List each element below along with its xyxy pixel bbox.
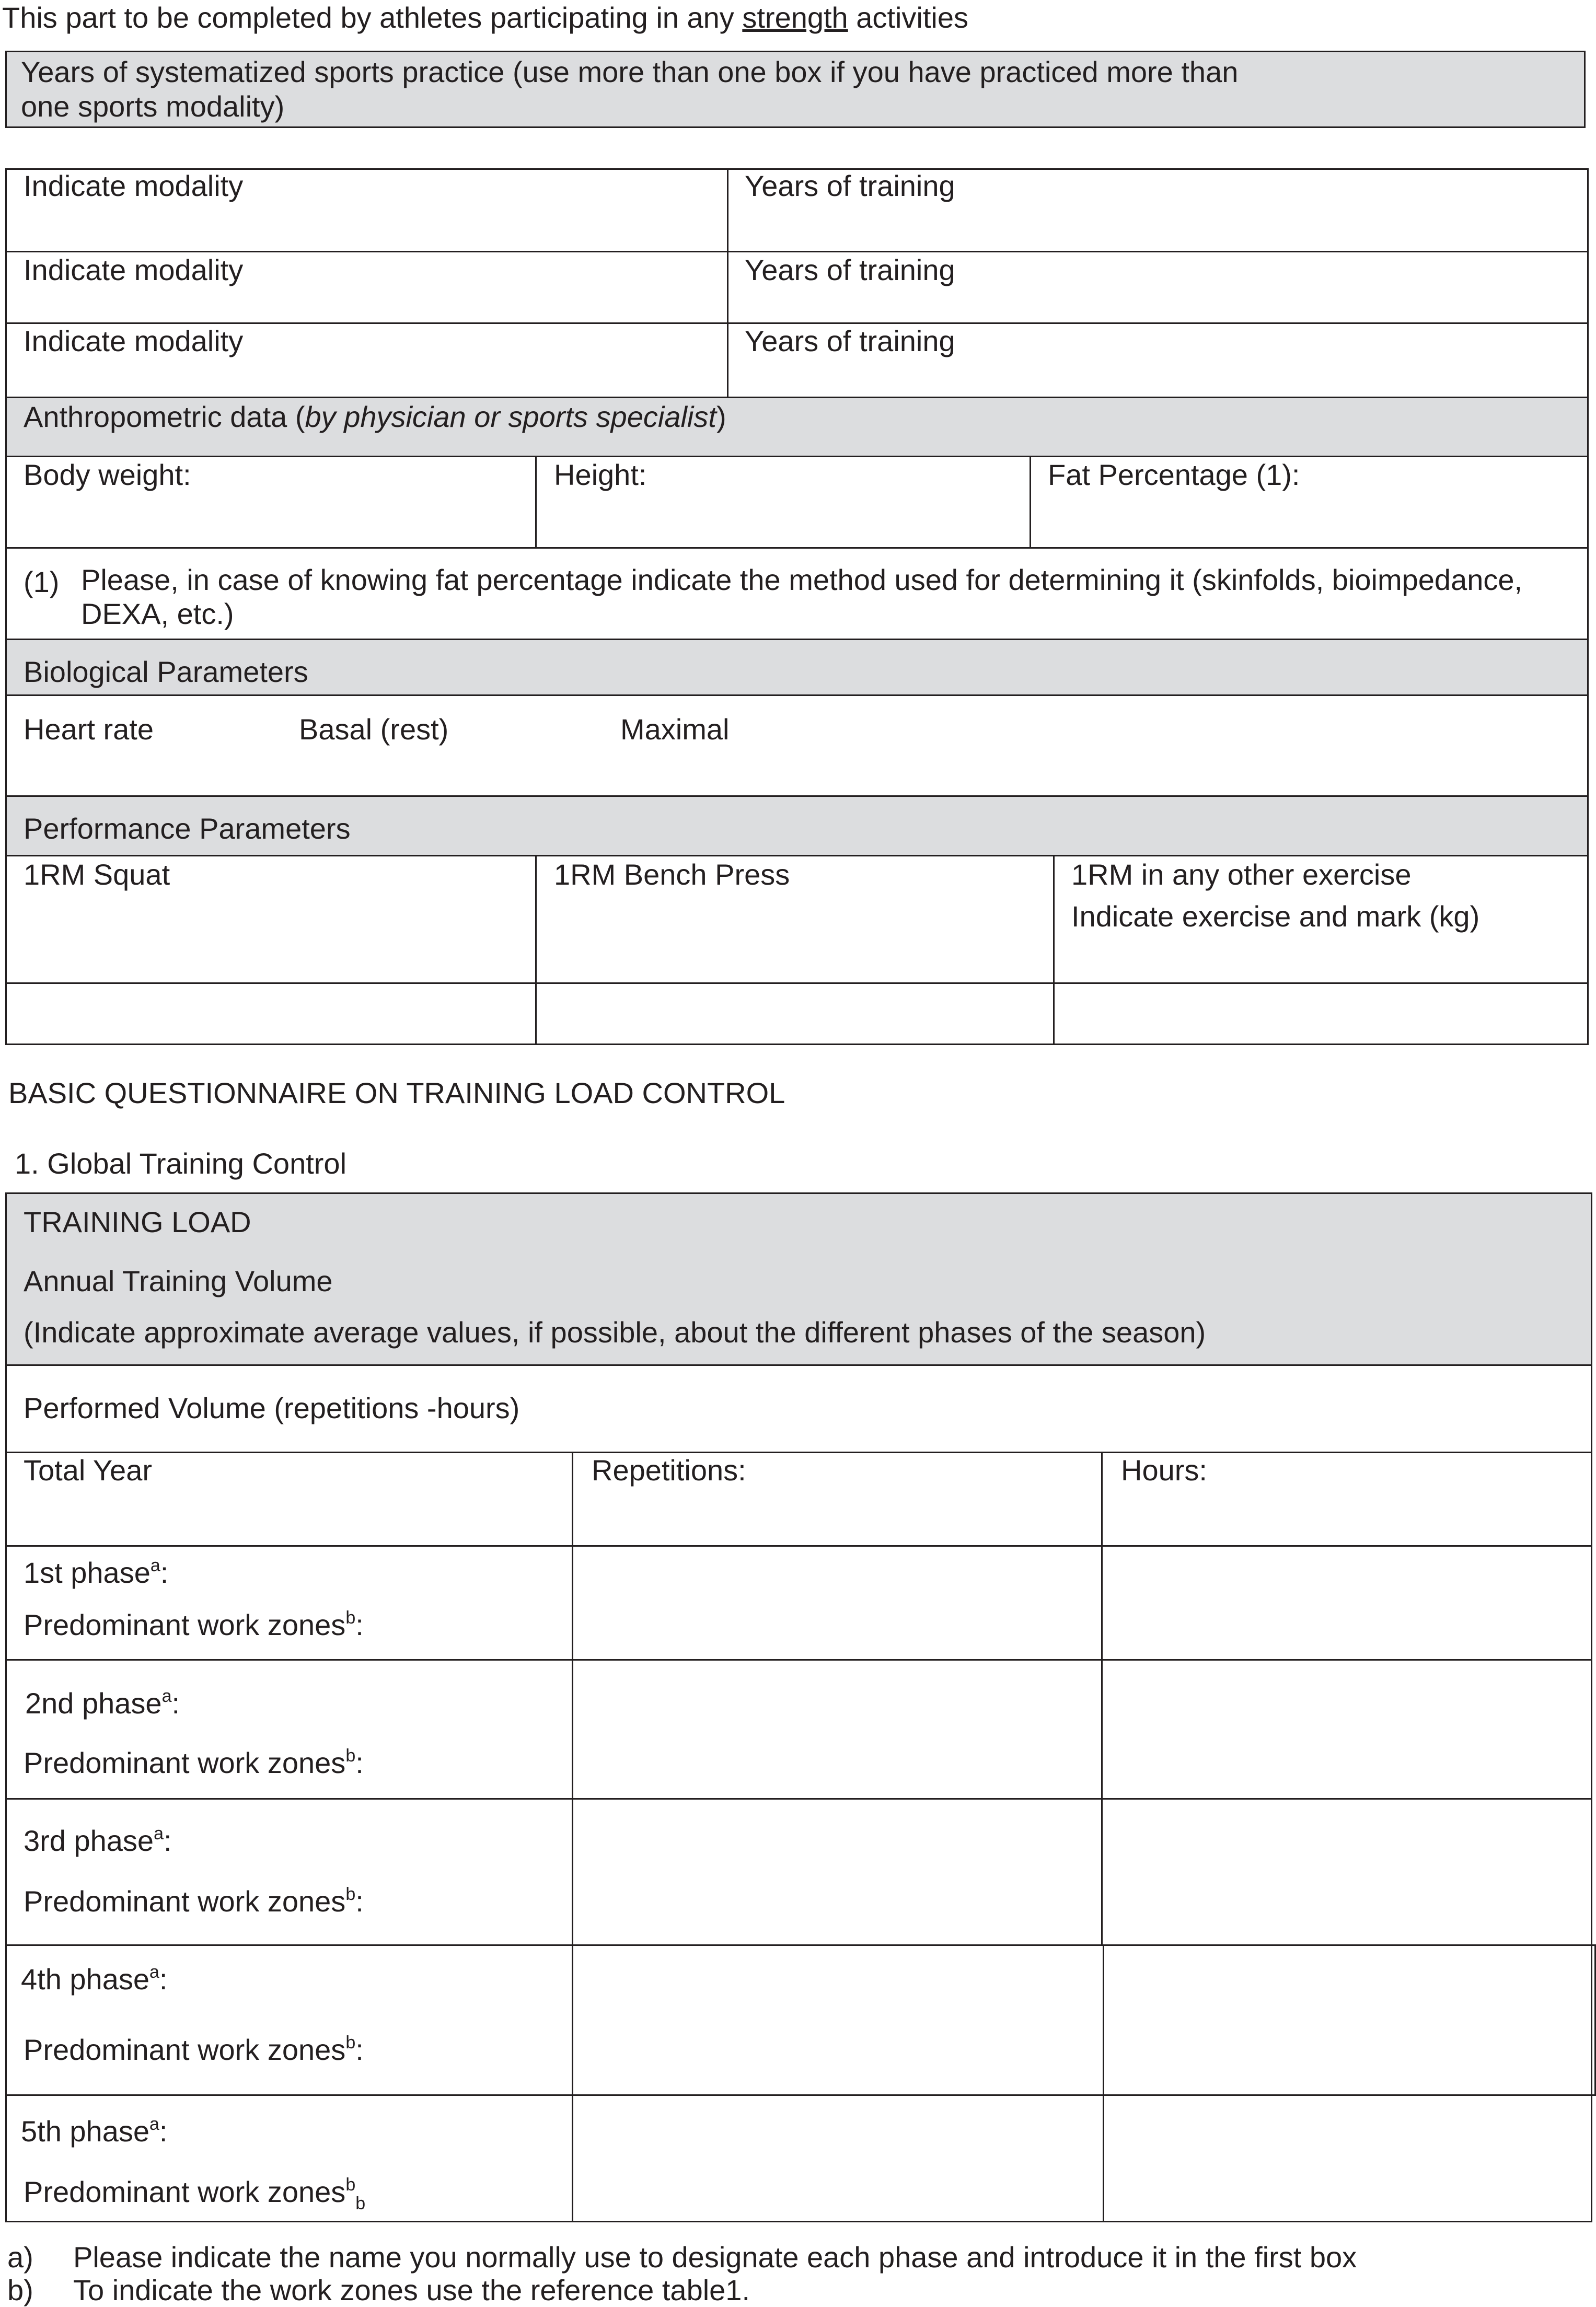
modality-label-2[interactable]: Indicate modality [24, 253, 244, 286]
phase-4-text: 4th phase [21, 1963, 149, 1996]
biological-title: Biological Parameters [24, 655, 308, 688]
other-exercise-line1[interactable]: 1RM in any other exercise [1071, 858, 1412, 891]
fat-percentage-field[interactable]: Fat Percentage (1): [1048, 458, 1300, 491]
modality-label-3[interactable]: Indicate modality [24, 324, 244, 357]
footnote-a-marker: a) [7, 2241, 33, 2274]
questionnaire-title: BASIC QUESTIONNAIRE ON TRAINING LOAD CONTROL [8, 1076, 785, 1109]
phase-3-label[interactable] [24, 1824, 172, 1858]
phase-3-colon: : [164, 1824, 172, 1857]
sports-practice-header-line1: Years of systematized sports practice (use more than one box if you have practiced more than [21, 55, 1239, 88]
section-global-training-control: 1. Global Training Control [15, 1147, 347, 1180]
footnote-b-marker: b) [7, 2274, 33, 2306]
phase-4-zones-sup: b [345, 2033, 356, 2053]
fat-note-marker: (1) [24, 565, 60, 598]
phase-1-colon: : [160, 1556, 169, 1589]
years-label-3[interactable]: Years of training [745, 324, 955, 357]
phase-1-zones-text: Predominant work zones [24, 1608, 346, 1641]
heart-rate-row [5, 694, 1589, 797]
years-label-2[interactable]: Years of training [745, 253, 955, 286]
anthropometric-prefix: Anthropometric data ( [24, 400, 305, 433]
intro-suffix: activities [848, 1, 968, 34]
phase-2-text: 2nd phase [25, 1687, 162, 1720]
phase-1-zones-sup: b [345, 1608, 356, 1628]
phase-1-text: 1st phase [24, 1556, 151, 1589]
heart-rate-label: Heart rate [24, 713, 154, 746]
phase-2-label[interactable] [25, 1687, 180, 1720]
squat-field[interactable]: 1RM Squat [24, 858, 170, 891]
anthropometric-italic: by physician or sports specialist [305, 400, 716, 433]
phase-4-zones[interactable] [24, 2033, 364, 2067]
phase-4-label[interactable] [21, 1963, 167, 1996]
repetitions-header: Repetitions: [592, 1454, 746, 1487]
phase-5-zones-text: Predominant work zones [24, 2175, 346, 2208]
other-exercise-line2: Indicate exercise and mark (kg) [1071, 900, 1480, 933]
phase-4-sup: a [149, 1962, 159, 1982]
anthropometric-suffix: ) [716, 400, 726, 433]
years-label-1[interactable]: Years of training [745, 169, 955, 202]
phase-1-label[interactable] [24, 1556, 168, 1590]
phase-1-zones[interactable] [24, 1608, 364, 1642]
phase-3-zones-colon: : [355, 1885, 364, 1918]
annual-training-volume: Annual Training Volume [24, 1265, 333, 1297]
performed-volume-label: Performed Volume (repetitions -hours) [24, 1392, 520, 1424]
total-year-label: Total Year [24, 1454, 152, 1487]
phase-1-zones-colon: : [355, 1608, 364, 1641]
phase-1-sup: a [150, 1556, 160, 1575]
phase-4-zones-colon: : [355, 2033, 364, 2066]
body-weight-field[interactable]: Body weight: [24, 458, 191, 491]
intro-underlined: strength [742, 1, 848, 34]
training-load-note: (Indicate approximate average values, if possible, about the different phases of the season) [24, 1316, 1206, 1349]
footnote-b-text: To indicate the work zones use the reference table1. [73, 2274, 750, 2306]
hours-header: Hours: [1121, 1454, 1207, 1487]
phase-3-zones-sup: b [345, 1884, 356, 1904]
phase-2-colon: : [171, 1687, 180, 1720]
phase-5-zones-sup: b [345, 2175, 356, 2195]
phase-4-zones-text: Predominant work zones [24, 2033, 346, 2066]
sports-practice-header-line2: one sports modality) [21, 90, 285, 123]
phase-2-zones-sup: b [345, 1746, 356, 1766]
phase-2-zones[interactable] [24, 1746, 364, 1780]
fat-note-line2: DEXA, etc.) [81, 597, 234, 630]
maximal-field[interactable]: Maximal [620, 713, 730, 746]
footnote-a-text: Please indicate the name you normally use to designate each phase and introduce it in the first box [73, 2241, 1357, 2274]
phase-5-zones[interactable] [24, 2175, 366, 2213]
phase-3-text: 3rd phase [24, 1824, 154, 1857]
training-volume-table [5, 1364, 1592, 2222]
anthropometric-title [24, 400, 726, 434]
phase-3-zones-text: Predominant work zones [24, 1885, 346, 1918]
phase-2-zones-colon: : [355, 1746, 364, 1779]
phase-5-colon: : [159, 2115, 168, 2148]
phase-5-sup: a [149, 2114, 159, 2134]
bench-press-field[interactable]: 1RM Bench Press [554, 858, 790, 891]
performance-title: Performance Parameters [24, 812, 351, 845]
intro-text [2, 1, 968, 34]
fat-note-line1: Please, in case of knowing fat percentage indicate the method used for determining it (skinfolds, bioimpedance, [81, 563, 1523, 596]
anthropometric-row [5, 456, 1589, 549]
height-field[interactable]: Height: [554, 458, 647, 491]
basal-rest-field[interactable]: Basal (rest) [299, 713, 449, 746]
phase-3-zones[interactable] [24, 1885, 364, 1918]
intro-prefix: This part to be completed by athletes participating in any [2, 1, 743, 34]
phase-3-sup: a [154, 1824, 164, 1844]
phase-2-sup: a [161, 1686, 172, 1706]
training-load-title: TRAINING LOAD [24, 1205, 251, 1238]
phase-5-text: 5th phase [21, 2115, 149, 2148]
phase-4-colon: : [159, 1963, 168, 1996]
modality-label-1[interactable]: Indicate modality [24, 169, 244, 202]
phase-5-zones-sub: b [355, 2194, 366, 2213]
phase-5-label[interactable] [21, 2115, 167, 2148]
phase-2-zones-text: Predominant work zones [24, 1746, 346, 1779]
